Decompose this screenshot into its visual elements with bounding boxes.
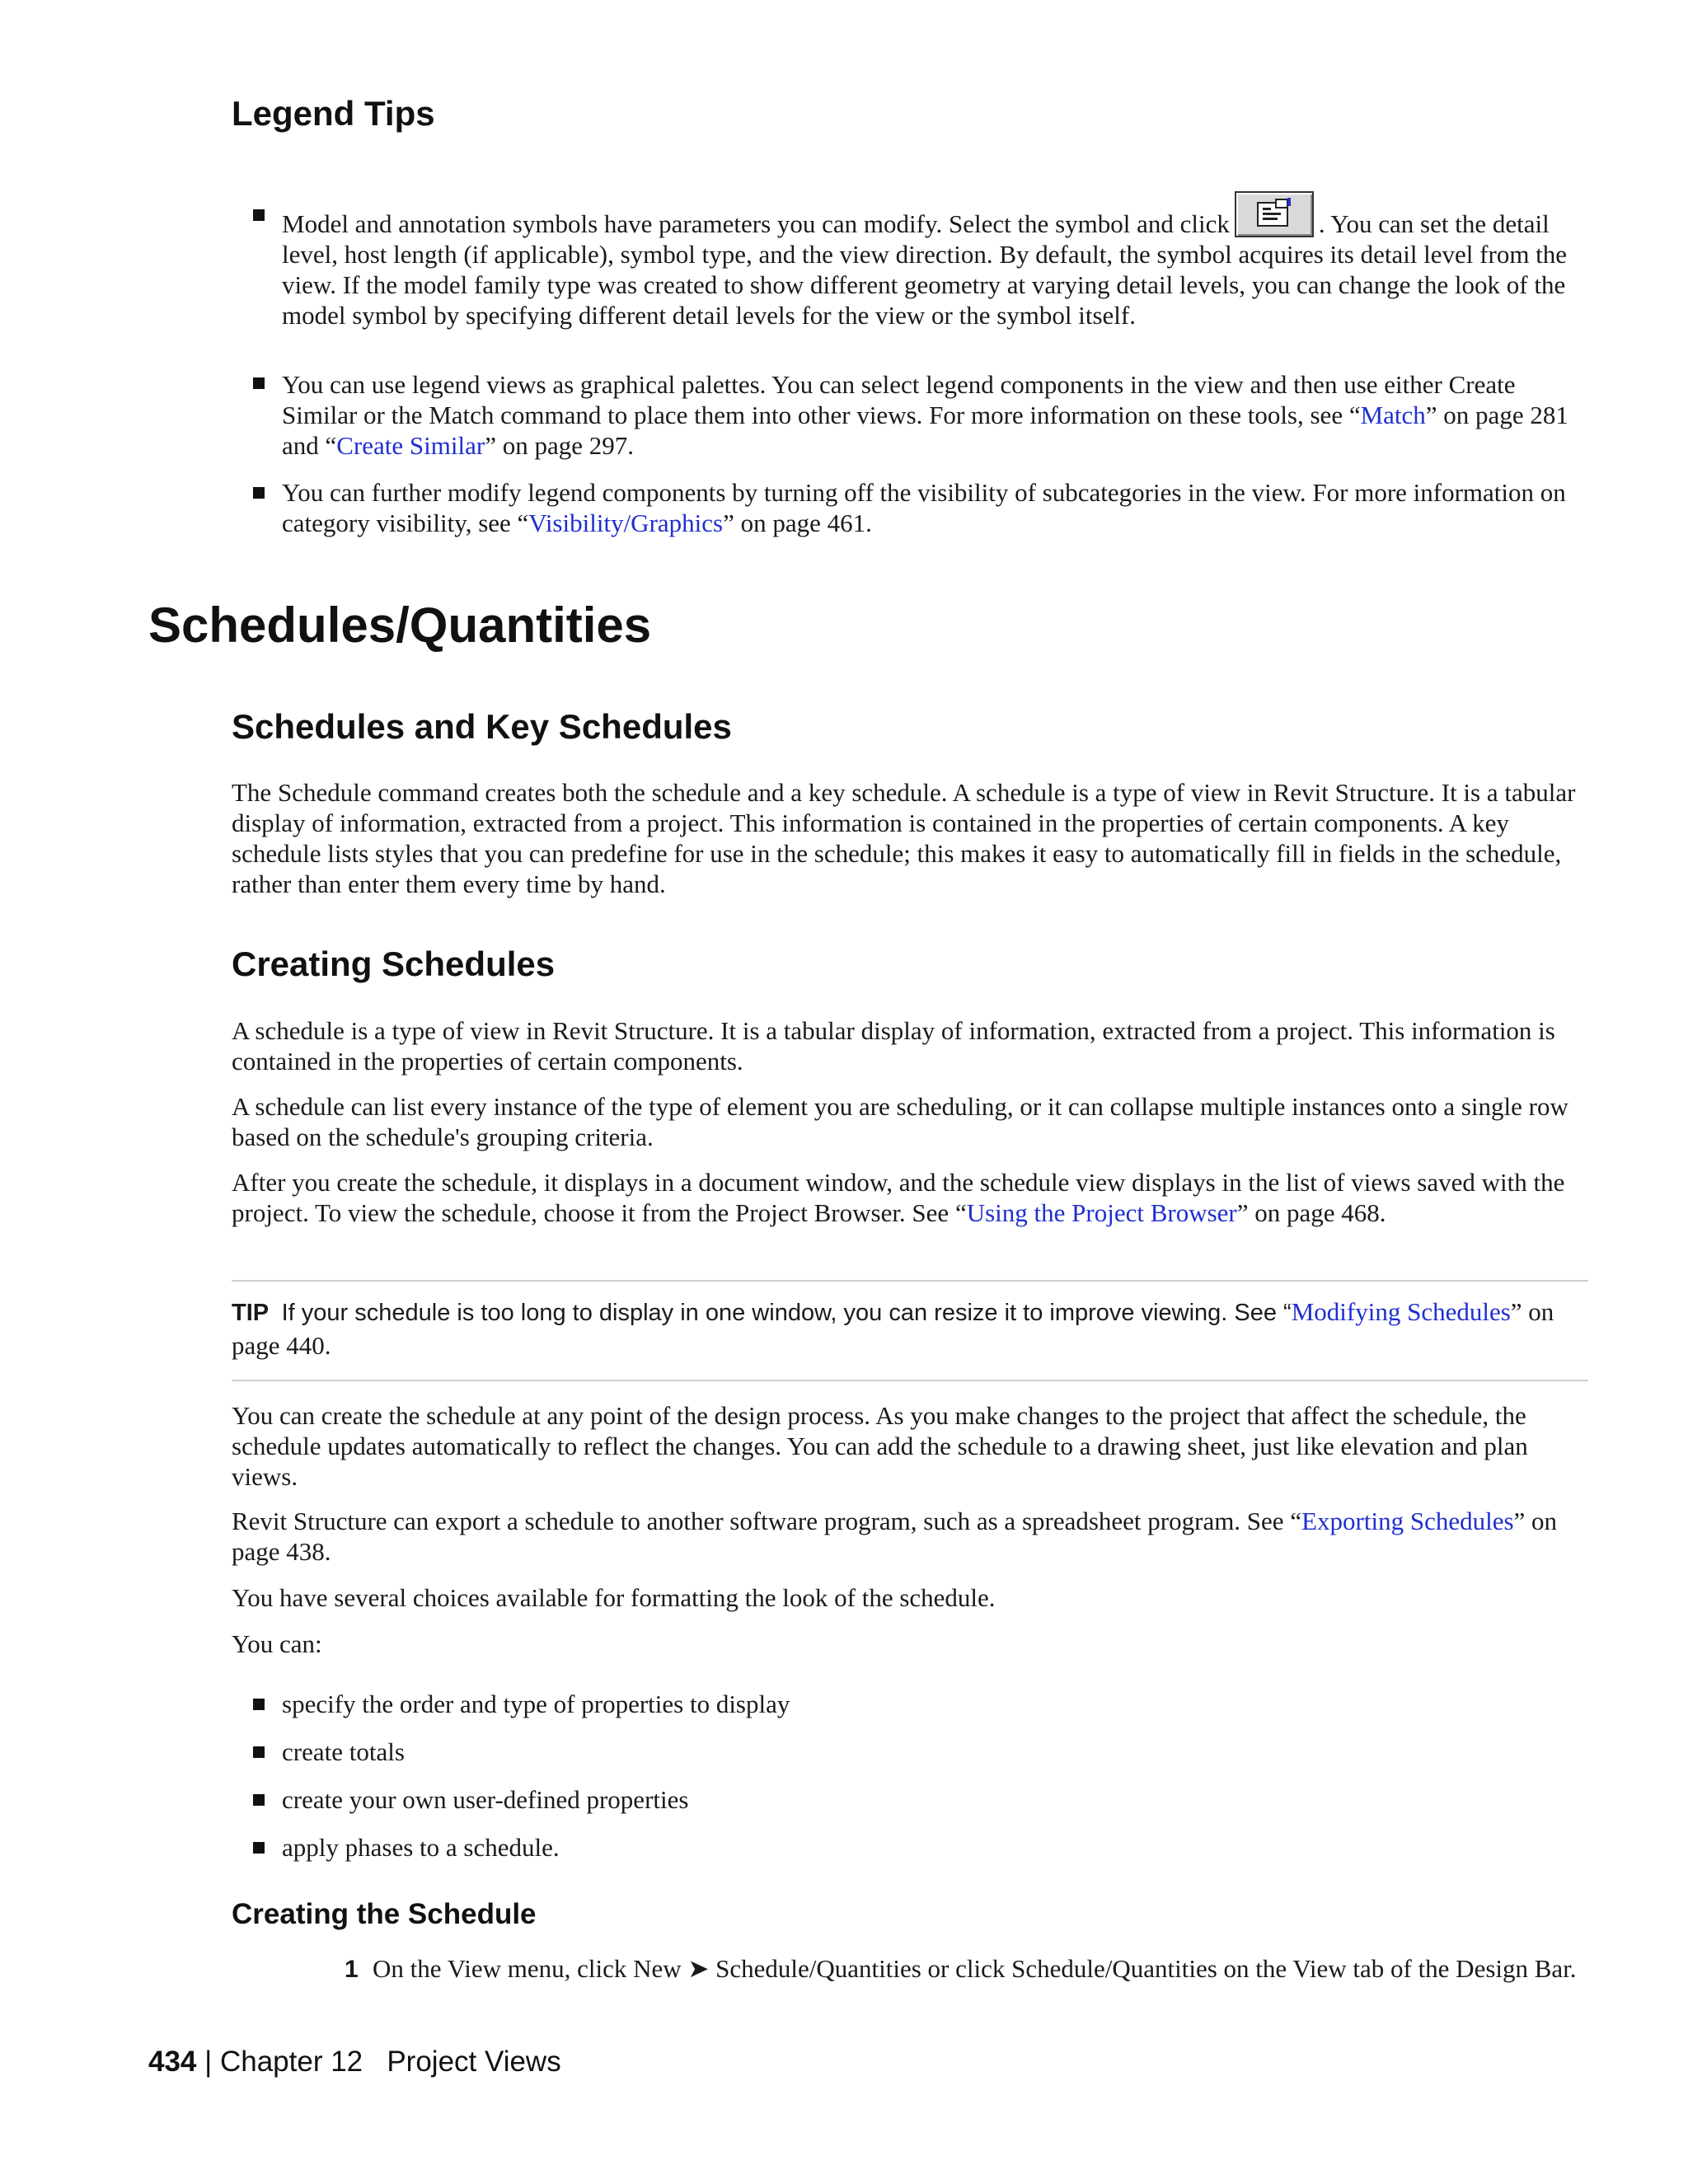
step-1-text: On the View menu, click New ➤ Schedule/Quantities or click Schedule/Quantities on the View tab of the Design Bar.	[373, 1954, 1577, 1983]
exporting-schedules-link[interactable]: Exporting Schedules	[1301, 1507, 1514, 1535]
creating-paragraph-7: You can:	[232, 1629, 322, 1658]
page-number: 434	[148, 2046, 197, 2078]
tip-box: TIP If your schedule is too long to display in one window, you can resize it to improve viewing. See “Modifying Schedules” on page 440.	[232, 1297, 1554, 1360]
properties-icon[interactable]	[1235, 191, 1314, 237]
creating-paragraph-2: A schedule can list every instance of the type of element you are scheduling, or it can collapse multiple instances onto a single row based on the schedule's grouping criteria.	[232, 1092, 1568, 1151]
page-footer	[148, 2046, 561, 2079]
list-item: create totals	[282, 1737, 405, 1766]
bullet-marker	[253, 1699, 265, 1710]
legend-tip-3: You can further modify legend components by turning off the visibility of subcategories in the view. For more information on category visibility, see “Visibility/Graphics” on page 461.	[282, 478, 1566, 537]
creating-paragraph-6: You have several choices available for formatting the look of the schedule.	[232, 1583, 996, 1612]
project-browser-link[interactable]: Using the Project Browser	[966, 1198, 1237, 1227]
creating-paragraph-3: After you create the schedule, it displays in a document window, and the schedule view displays in the list of views saved with the project. To view the schedule, choose it from the Project Browser. See “Using the Project Browser” on page 468.	[232, 1168, 1565, 1227]
bullet-marker	[253, 1842, 265, 1854]
tip-label: TIP	[232, 1300, 270, 1326]
chapter-title: Project Views	[387, 2046, 561, 2078]
bullet-marker	[253, 377, 265, 389]
divider	[232, 1280, 1588, 1282]
creating-paragraph-1: A schedule is a type of view in Revit Structure. It is a tabular display of information, extracted from a project. This information is contained in the properties of certain components.	[232, 1016, 1555, 1076]
creating-paragraph-4: You can create the schedule at any point of the design process. As you make changes to the project that affect the schedule, the schedule updates automatically to reflect the changes. You can add the schedule to a drawing sheet, just like elevation and plan views.	[232, 1401, 1528, 1491]
bullet-marker	[253, 209, 265, 221]
list-item: apply phases to a schedule.	[282, 1833, 560, 1862]
chapter-label: Chapter 12	[219, 2046, 363, 2078]
key-schedules-heading: Schedules and Key Schedules	[232, 707, 732, 746]
creating-schedules-heading: Creating Schedules	[232, 944, 556, 983]
creating-paragraph-5: Revit Structure can export a schedule to another software program, such as a spreadsheet program. See “Exporting Schedules” on page 438.	[232, 1507, 1558, 1566]
visibility-graphics-link[interactable]: Visibility/Graphics	[528, 509, 724, 537]
step-number: 1	[345, 1956, 359, 1983]
bullet-marker	[253, 487, 265, 499]
bullet-marker	[253, 1794, 265, 1806]
create-similar-link[interactable]: Create Similar	[336, 431, 485, 460]
creating-the-schedule-heading: Creating the Schedule	[232, 1898, 537, 1930]
list-item: specify the order and type of properties to display	[282, 1690, 790, 1718]
match-link[interactable]: Match	[1360, 401, 1426, 429]
legend-tips-heading: Legend Tips	[232, 94, 435, 133]
key-schedules-paragraph: The Schedule command creates both the schedule and a key schedule. A schedule is a type of view in Revit Structure. It is a tabular display of information, extracted from a project. This information is contained in the properties of certain components. A key schedule lists styles that you can predefine for use in the schedule; this makes it easy to automatically fill in fields in the schedule, rather than enter them every time by hand.	[232, 778, 1576, 898]
legend-tip-2: You can use legend views as graphical palettes. You can select legend components in the view and then use either Create Similar or the Match command to place them into other views. For more information on these tools, see “Match” on page 281 and “Create Similar” on page 297.	[282, 370, 1568, 460]
list-item: create your own user-defined properties	[282, 1785, 689, 1814]
bullet-marker	[253, 1746, 265, 1758]
divider	[232, 1380, 1588, 1381]
legend-tip-1: Model and annotation symbols have parameters you can modify. Select the symbol and click . You can set the detail level, host length (if applicable), symbol type, and the view direction. By default, the symbol acquires its detail level from the view. If the model family type was created to show different geometry at varying detail levels, you can change the look of the model symbol by specifying different detail levels for the view or the symbol itself.	[282, 191, 1597, 330]
arrow-icon: ➤	[687, 1954, 710, 1983]
footer-separator: |	[204, 2046, 213, 2078]
modifying-schedules-link[interactable]: Modifying Schedules	[1291, 1297, 1511, 1326]
section-title: Schedules/Quantities	[148, 598, 652, 653]
